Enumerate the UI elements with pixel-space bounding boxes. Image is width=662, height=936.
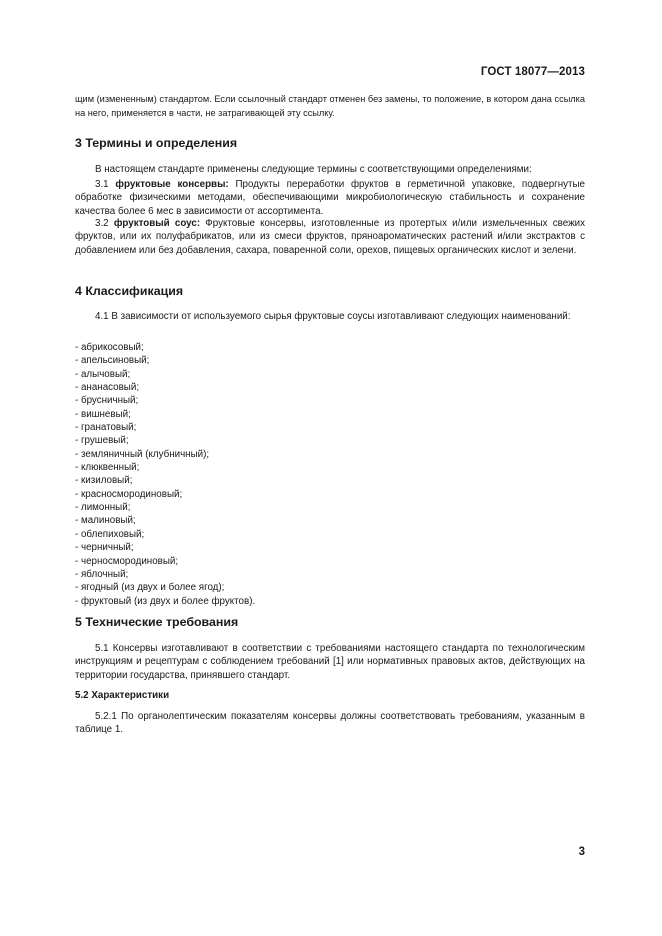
list-item: - яблочный; <box>75 568 129 580</box>
sauce-names-list <box>75 341 255 608</box>
list-item: - вишневый; <box>75 408 131 420</box>
section-5-title: 5 Технические требования <box>75 615 239 629</box>
list-item: - ягодный (из двух и более ягод); <box>75 582 225 594</box>
list-item: - абрикосовый; <box>75 342 144 353</box>
list-item: - фруктовый (из двух и более фруктов). <box>75 595 256 607</box>
list-item: - клюквенный; <box>75 462 140 474</box>
list-item: - черносмородиновый; <box>75 555 179 567</box>
list-item: - апельсиновый; <box>75 355 150 367</box>
term-fruit-preserves <box>75 178 585 218</box>
list-item: - облепиховый; <box>75 528 145 540</box>
list-item: - алычовый; <box>75 368 131 380</box>
page-number: 3 <box>578 846 585 858</box>
list-item: - лимонный; <box>75 502 131 514</box>
term-fruit-sauce <box>75 217 585 257</box>
section-4-intro: 4.1 В зависимости от используемого сырья фруктовые соусы изготавливают следующих наименований: <box>95 311 571 322</box>
term-name: фруктовый соус: <box>113 218 201 229</box>
section-5-2-heading: 5.2 Характеристики <box>75 690 170 701</box>
list-item: - красносмородиновый; <box>75 488 183 500</box>
section-5-1-paragraph: 5.1 Консервы изготавливают в соответствии с требованиями настоящего стандарта по технологическим инструкциям и рецептурам с соблюдением требований [1] или нормативных правовых актов, действующих на территории государства, принявшего стандарт. <box>75 643 585 681</box>
list-item: - кизиловый; <box>75 475 133 487</box>
list-item: - гранатовый; <box>75 422 137 434</box>
list-item: - малиновый; <box>75 515 136 527</box>
section-3-title: 3 Термины и определения <box>75 136 238 150</box>
list-item: - земляничный (клубничный); <box>75 448 210 460</box>
term-definition: Продукты переработки фруктов в герметичной упаковке, подвергнутые обработке физическими методами, обеспечивающими микробиологическую стабильность и сохранение качества более 6 мес в зависимости от ассортимента. <box>75 179 586 217</box>
list-item: - ананасовый; <box>75 382 140 394</box>
section-5-2-1-paragraph: 5.2.1 По органолептическим показателям консервы должны соответствовать требованиям, указанным в таблице 1. <box>75 711 585 736</box>
term-number: 3.1 <box>95 179 116 190</box>
section-4-title: 4 Классификация <box>75 284 184 298</box>
list-item: - черничный; <box>75 542 134 554</box>
list-item: - грушевый; <box>75 435 129 447</box>
term-definition: Фруктовые консервы, изготовленные из протертых и/или измельченных свежих фруктов, или их полуфабрикатов, или из смеси фруктов, пряноароматических растений и/или экстрактов с добавлением или без добавления, сахара, поваренной соли, орехов, пищевых органических кислот и зелени. <box>75 218 585 256</box>
intro-paragraph: щим (измененным) стандартом. Если ссылочный стандарт отменен без замены, то положение, в котором дана ссылка на него, применяется в части, не затрагивающей эту ссылку. <box>75 94 585 118</box>
document-page <box>75 0 585 936</box>
standard-code: ГОСТ 18077—2013 <box>480 66 585 78</box>
list-item: - брусничный; <box>75 395 139 407</box>
term-number: 3.2 <box>95 218 114 229</box>
term-name: фруктовые консервы: <box>115 179 229 190</box>
section-3-intro: В настоящем стандарте применены следующие термины с соответствующими определениями: <box>95 164 532 175</box>
